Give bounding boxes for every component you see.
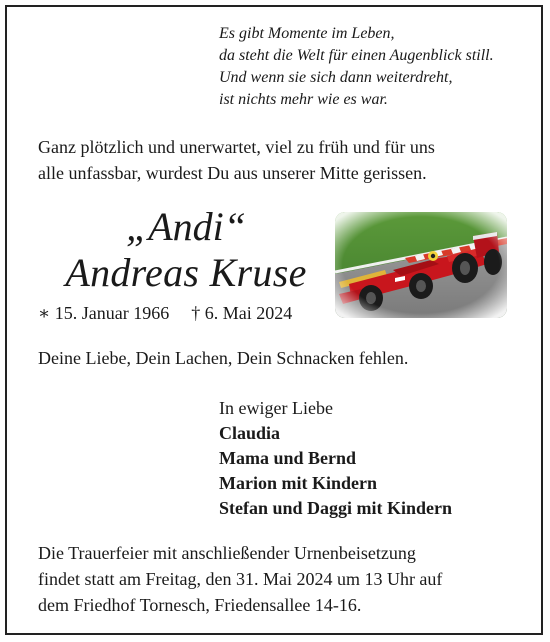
intro-text — [38, 134, 528, 186]
formula-one-race-car-icon — [335, 212, 507, 318]
funeral-line: Die Trauerfeier mit anschließender Urnenbeisetzung — [38, 543, 416, 563]
mourner-name: Mama und Bernd — [219, 448, 357, 468]
poem — [219, 23, 539, 111]
race-car-photo — [335, 212, 507, 318]
death-date: † 6. Mai 2024 — [191, 303, 293, 323]
intro-line: Ganz plötzlich und unerwartet, viel zu früh und für uns — [38, 137, 435, 157]
funeral-details — [38, 540, 528, 618]
intro-line: alle unfassbar, wurdest Du aus unserer Mitte gerissen. — [38, 163, 427, 183]
funeral-line: dem Friedhof Tornesch, Friedensallee 14-16. — [38, 595, 362, 615]
birth-date: ∗ 15. Januar 1966 — [38, 303, 170, 323]
poem-line: Und wenn sie sich dann weiterdreht, — [219, 69, 453, 86]
poem-line: Es gibt Momente im Leben, — [219, 25, 395, 42]
deceased-full-name: Andreas Kruse — [65, 250, 307, 295]
life-dates — [38, 301, 334, 325]
mourner-name: Marion mit Kindern — [219, 473, 377, 493]
mourner-name: Claudia — [219, 423, 281, 443]
poem-line: da steht die Welt für einen Augenblick still. — [219, 47, 494, 64]
mourners-list — [219, 396, 539, 521]
funeral-line: findet statt am Freitag, den 31. Mai 2024 um 13 Uhr auf — [38, 569, 443, 589]
mourner-name: Stefan und Daggi mit Kindern — [219, 498, 453, 518]
deceased-nickname: „Andi“ — [125, 204, 247, 249]
poem-line: ist nichts mehr wie es war. — [219, 91, 388, 108]
mourners-lead: In ewiger Liebe — [219, 398, 333, 418]
loss-line: Deine Liebe, Dein Lachen, Dein Schnacken fehlen. — [38, 348, 409, 368]
